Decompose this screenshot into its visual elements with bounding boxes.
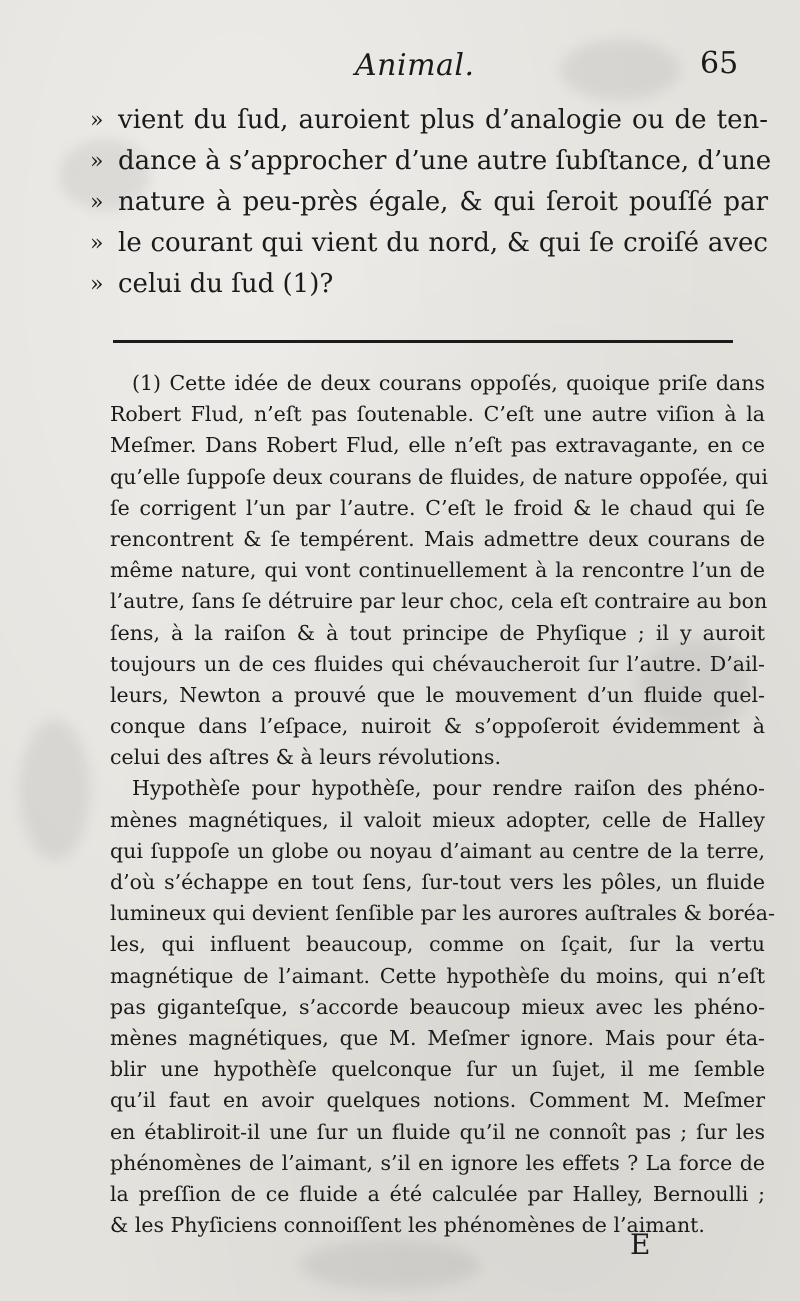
main-text-line bbox=[90, 223, 768, 264]
main-text-line bbox=[90, 100, 768, 141]
footnote-line: (1) Cette idée de deux courans oppoſés, quoique priſe dans bbox=[132, 371, 765, 395]
footnote-line: qu’elle ſuppoſe deux courans de fluides, de nature oppoſée, qui bbox=[110, 464, 768, 489]
footnote-line: l’autre, ſans ſe détruire par leur choc, cela eſt contraire au bon bbox=[110, 589, 768, 614]
footnote-line: rencontrent & ſe tempérent. Mais admettre deux courans de bbox=[110, 526, 765, 551]
quotation-mark: » bbox=[90, 231, 104, 256]
main-text-line bbox=[90, 141, 772, 182]
running-head bbox=[0, 44, 800, 84]
footnote-line: la preſſion de ce fluide a été calculée par Halley, Bernoulli ; bbox=[110, 1181, 765, 1206]
footnote-line: en établiroit-il une ſur un fluide qu’il ne connoît pas ; ſur les bbox=[110, 1119, 765, 1144]
footnote-line: qu’il faut en avoir quelques notions. Comment M. Meſmer bbox=[110, 1088, 765, 1113]
main-text-line-content: celui du ſud (1)? bbox=[118, 269, 334, 299]
footnote-line: pas giganteſque, s’accorde beaucoup mieux avec les phéno- bbox=[110, 994, 765, 1019]
main-text-block bbox=[90, 100, 772, 305]
paper-stain bbox=[20, 720, 90, 860]
quotation-mark: » bbox=[90, 108, 104, 133]
footnote-line: toujours un de ces fluides qui chévaucheroit ſur l’autre. D’ail- bbox=[110, 651, 765, 676]
footnote-line: mènes magnétiques, il valoit mieux adopter, celle de Halley bbox=[110, 807, 765, 832]
footnote-line: les, qui influent beaucoup, comme on ſçait, ſur la vertu bbox=[110, 932, 765, 957]
footnote-line: qui ſuppoſe un globe ou noyau d’aimant au centre de la terre, bbox=[110, 838, 765, 863]
main-text-line-content: vient du ſud, auroient plus d’analogie ou de ten- bbox=[118, 105, 768, 135]
quotation-mark: » bbox=[90, 272, 104, 297]
footnote-line: & les Phyſiciens connoiſſent les phénomènes de l’aimant. bbox=[110, 1213, 705, 1238]
footnote-block bbox=[110, 368, 775, 1241]
main-text-line bbox=[90, 182, 768, 223]
quotation-mark: » bbox=[90, 149, 104, 174]
footnote-line: même nature, qui vont continuellement à la rencontre l’un de bbox=[110, 558, 765, 583]
footnote-line: celui des aſtres & à leurs révolutions. bbox=[110, 745, 501, 770]
footnote-line: Robert Flud, n’eſt pas ſoutenable. C’eſt une autre viſion à la bbox=[110, 402, 765, 427]
footnote-line: ſe corrigent l’un par l’autre. C’eſt le froid & le chaud qui ſe bbox=[110, 495, 765, 520]
footnote-line: mènes magnétiques, que M. Meſmer ignore. Mais pour éta- bbox=[110, 1025, 765, 1050]
running-title: Animal. bbox=[355, 48, 475, 83]
main-text-line-content: dance à s’approcher d’une autre ſubſtance, d’une bbox=[118, 146, 772, 176]
page-number: 65 bbox=[700, 46, 739, 81]
footnote-line: blir une hypothèſe quelconque ſur un ſujet, il me ſemble bbox=[110, 1057, 765, 1082]
footnote-line: d’où s’échappe en tout ſens, ſur-tout vers les pôles, un fluide bbox=[110, 870, 765, 894]
footnote-line: leurs, Newton a prouvé que le mouvement d’un fluide quel- bbox=[110, 682, 765, 707]
quotation-mark: » bbox=[90, 190, 104, 215]
footnote-line: magnétique de l’aimant. Cette hypothèſe du moins, qui n’eſt bbox=[110, 963, 765, 988]
footnote-line: ſens, à la raiſon & à tout principe de Phyſique ; il y auroit bbox=[110, 620, 765, 645]
paper-stain bbox=[300, 1240, 480, 1290]
footnote-line: phénomènes de l’aimant, s’il en ignore les effets ? La force de bbox=[110, 1150, 765, 1175]
main-text-line-content: nature à peu-près égale, & qui ſeroit pouſſé par bbox=[118, 187, 768, 217]
main-text-line-content: le courant qui vient du nord, & qui ſe croiſé avec bbox=[118, 228, 768, 258]
footnote-line: conque dans l’eſpace, nuiroit & s’oppoſeroit évidemment à bbox=[110, 714, 765, 739]
main-text-line bbox=[90, 264, 768, 305]
footnote-line: lumineux qui devient ſenſible par les aurores auſtrales & boréa- bbox=[110, 901, 775, 926]
footnote-line: Meſmer. Dans Robert Flud, elle n’eſt pas extravagante, en ce bbox=[110, 433, 765, 458]
footnote-divider-rule bbox=[113, 340, 733, 343]
footnote-line: Hypothèſe pour hypothèſe, pour rendre raiſon des phéno- bbox=[132, 776, 765, 801]
signature-mark: E bbox=[630, 1228, 651, 1261]
